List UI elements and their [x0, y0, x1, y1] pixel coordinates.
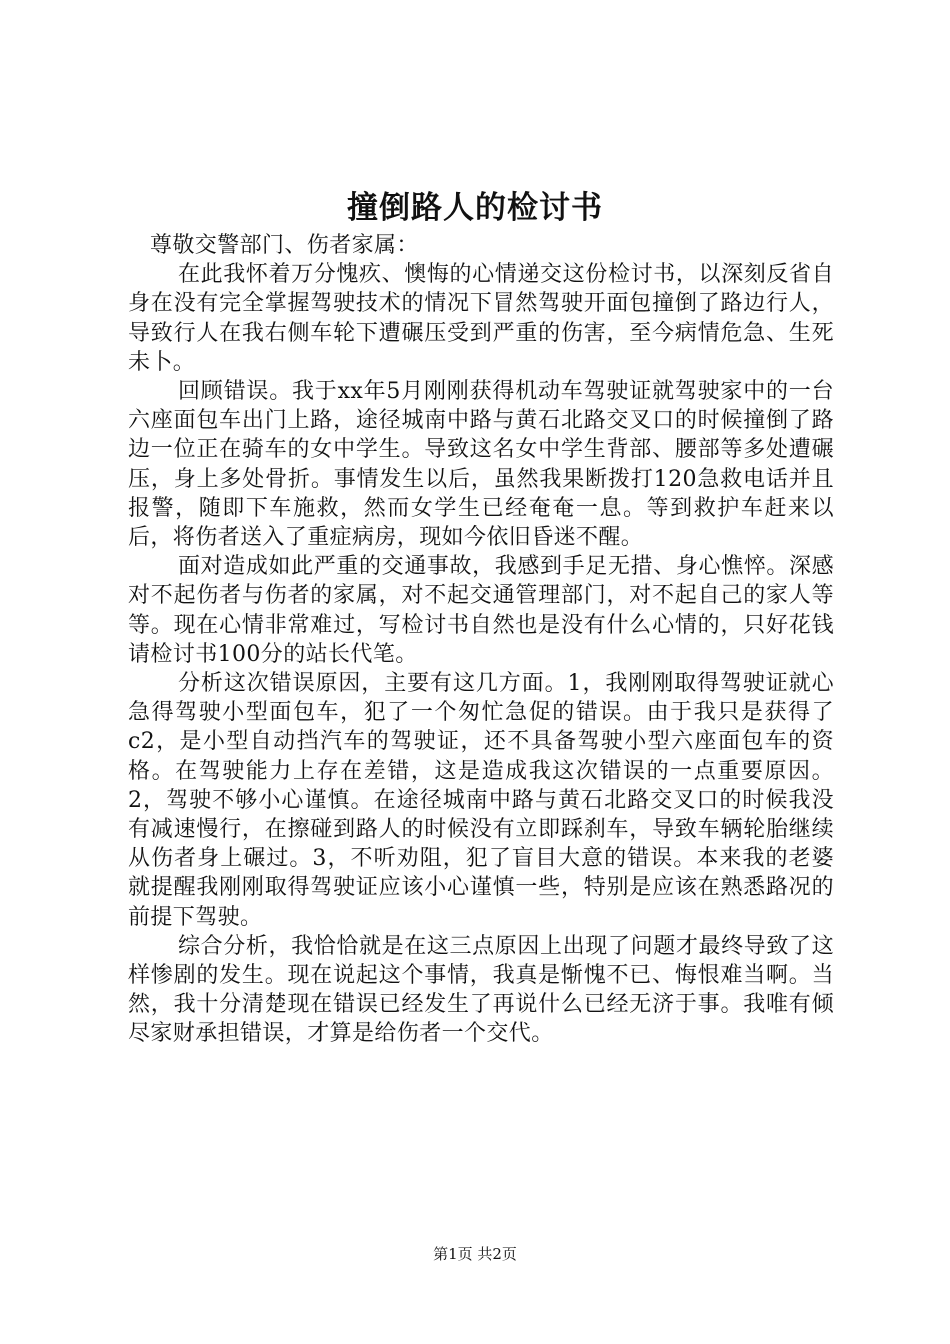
- page-number: 第1页 共2页: [433, 1245, 517, 1263]
- paragraph-summary: 综合分析，我恰恰就是在这三点原因上出现了问题才最终导致了这样惨剧的发生。现在说起这个事情，我真是惭愧不已、悔恨难当啊。当然，我十分清楚现在错误已经发生了再说什么已经无济于事。我唯有倾尽家财承担错误，才算是给伤者一个交代。: [128, 933, 834, 1047]
- paragraph-feelings: 面对造成如此严重的交通事故，我感到手足无措、身心憔悴。深感对不起伤者与伤者的家属，对不起交通管理部门，对不起自己的家人等等。现在心情非常难过，写检讨书自然也是没有什么心情的，只好花钱请检讨书100分的站长代笔。: [128, 554, 834, 667]
- paragraph-analysis: 分析这次错误原因，主要有这几方面。1，我刚刚取得驾驶证就心急得驾驶小型面包车，犯了一个匆忙急促的错误。由于我只是获得了c2，是小型自动挡汽车的驾驶证，还不具备驾驶小型六座面包车的资格。在驾驶能力上存在差错，这是造成我这次错误的一点重要原因。2，驾驶不够小心谨慎。在途径城南中路与黄石北路交叉口的时候我没有减速慢行，在擦碰到路人的时候没有立即踩刹车，导致车辆轮胎继续从伤者身上碾过。3，不听劝阻，犯了盲目大意的错误。本来我的老婆就提醒我刚刚取得驾驶证应该小心谨慎一些，特别是应该在熟悉路况的前提下驾驶。: [128, 671, 834, 930]
- salutation: 尊敬交警部门、伤者家属：: [150, 233, 419, 258]
- document-body: [128, 231, 834, 1049]
- paragraph-review: 回顾错误。我于xx年5月刚刚获得机动车驾驶证就驾驶家中的一台六座面包车出门上路，途径城南中路与黄石北路交叉口的时候撞倒了路边一位正在骑车的女中学生。导致这名女中学生背部、腰部等多处遭碾压，身上多处骨折。事情发生以后，虽然我果断拨打120急救电话并且报警，随即下车施救，然而女学生已经奄奄一息。等到救护车赶来以后，将伤者送入了重症病房，现如今依旧昏迷不醒。: [128, 379, 834, 551]
- paragraph-intro: 在此我怀着万分愧疚、懊悔的心情递交这份检讨书，以深刻反省自身在没有完全掌握驾驶技术的情况下冒然驾驶开面包撞倒了路边行人，导致行人在我右侧车轮下遭碾压受到严重的伤害，至今病情危急、生死未卜。: [128, 262, 834, 375]
- document-title: 撞倒路人的检讨书: [347, 190, 603, 226]
